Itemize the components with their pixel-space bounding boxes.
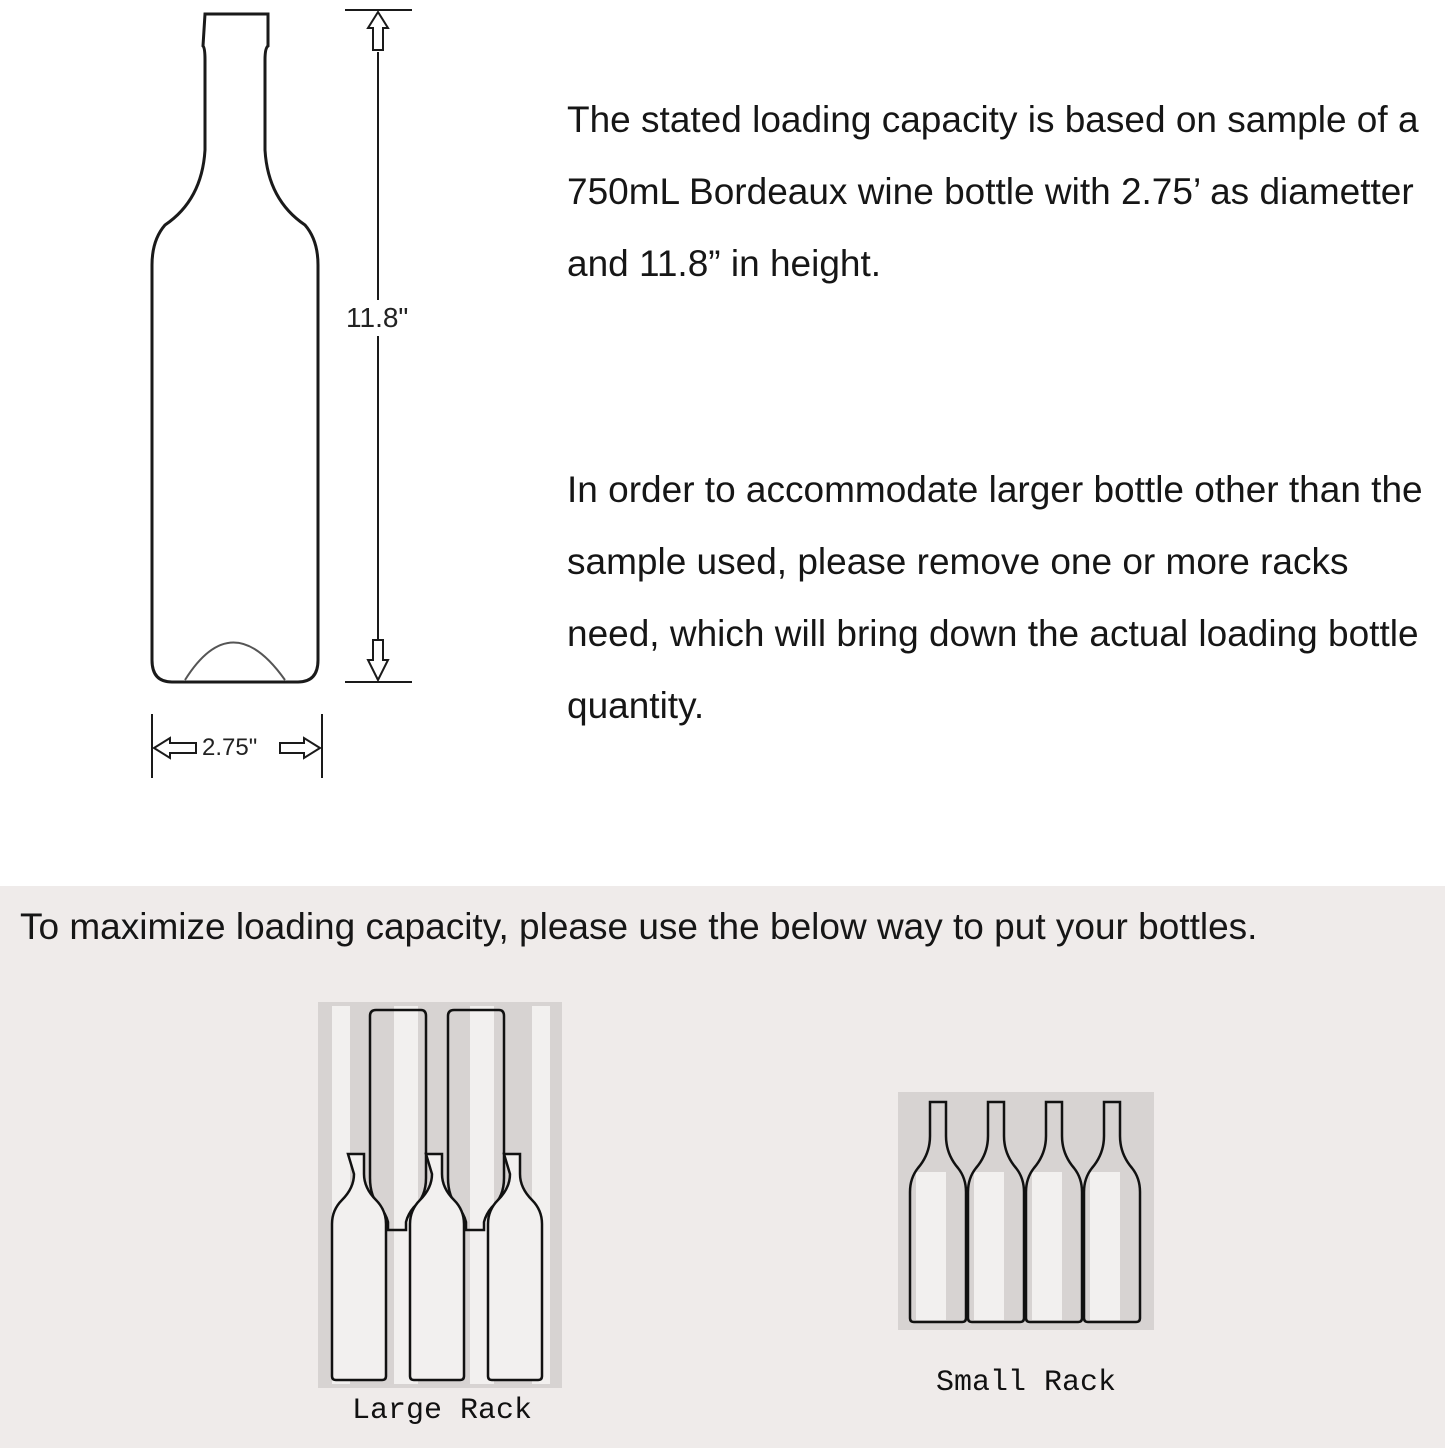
diameter-arrow-right-icon xyxy=(280,738,320,758)
larger-bottle-note-text: In order to accommodate larger bottle other than the sample used, please remove one or more racks need, which will bring down the actual loading bottle quantity. xyxy=(567,469,1423,726)
bottle-punt xyxy=(185,643,285,681)
large-rack-label: Large Rack xyxy=(352,1394,533,1428)
bottle-dimension-diagram xyxy=(0,0,560,800)
large-rack-diagram xyxy=(318,1002,562,1388)
small-rack-label: Small Rack xyxy=(936,1366,1117,1400)
diameter-arrow-left-icon xyxy=(154,738,196,758)
capacity-basis-text: The stated loading capacity is based on sample of a 750mL Bordeaux wine bottle with 2.75’ as diametter and 11.8” in height. xyxy=(567,99,1419,284)
loading-instructions-heading: To maximize loading capacity, please use the below way to put your bottles. xyxy=(20,906,1258,947)
height-arrow-up-icon xyxy=(368,12,388,50)
small-rack-diagram xyxy=(898,1092,1154,1330)
loading-instructions-panel xyxy=(0,886,1445,1448)
bottle-outline xyxy=(152,14,318,682)
height-dimension-label: 11.8" xyxy=(340,300,414,336)
height-arrow-down-icon xyxy=(368,640,388,680)
diameter-dimension-label: 2.75" xyxy=(202,734,258,761)
